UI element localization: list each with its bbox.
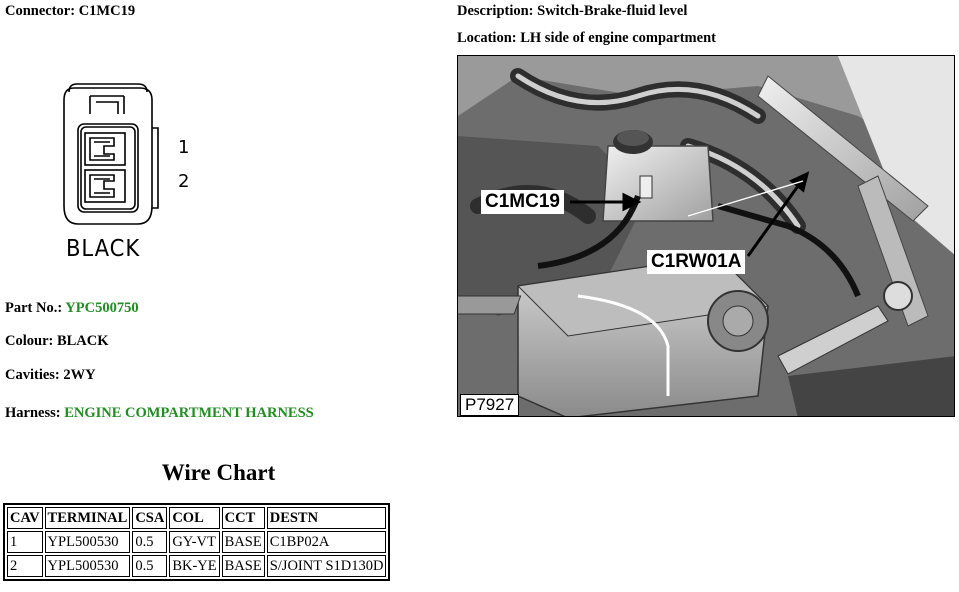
table-row <box>7 531 386 553</box>
cell-col: GY-VT <box>169 531 219 553</box>
cell-csa: 0.5 <box>132 531 167 553</box>
cavities <box>5 367 96 384</box>
column-header-terminal: TERMINAL <box>45 507 131 529</box>
description-value: Switch-Brake-fluid level <box>537 3 688 19</box>
part-number-label: Part No.: <box>5 300 63 316</box>
figure-id: P7927 <box>460 394 519 416</box>
callout-c1rw01a: C1RW01A <box>647 250 745 274</box>
column-header-cav: CAV <box>7 507 43 529</box>
cell-csa: 0.5 <box>132 555 167 577</box>
harness-label: Harness: <box>5 405 61 421</box>
cell-terminal: YPL500530 <box>45 555 131 577</box>
location <box>457 30 716 47</box>
cell-destn: S/JOINT S1D130D <box>267 555 387 577</box>
column-header-cct: CCT <box>222 507 265 529</box>
cavities-value: 2WY <box>63 367 96 383</box>
connector-label: Connector: <box>5 3 76 19</box>
wire-chart-title: Wire Chart <box>161 460 276 485</box>
engine-compartment-image <box>457 55 955 417</box>
connector-color-caption: BLACK <box>66 236 141 262</box>
connector-code: C1MC19 <box>78 3 136 19</box>
harness-link[interactable]: ENGINE COMPARTMENT HARNESS <box>64 405 314 421</box>
cell-cav: 1 <box>7 531 43 553</box>
cell-cct: BASE <box>222 555 265 577</box>
table-row <box>7 555 386 577</box>
colour-label: Colour: <box>5 333 54 349</box>
description-label: Description: <box>457 3 534 19</box>
description <box>457 3 687 20</box>
callout-c1mc19: C1MC19 <box>481 190 564 214</box>
location-label: Location: <box>457 30 517 46</box>
harness <box>5 405 314 422</box>
column-header-destn: DESTN <box>267 507 387 529</box>
cell-col: BK-YE <box>169 555 219 577</box>
cell-terminal: YPL500530 <box>45 531 131 553</box>
part-number-link[interactable]: YPC500750 <box>65 300 139 316</box>
connector-title <box>5 3 135 20</box>
engine-compartment-illustration <box>458 56 955 417</box>
cell-cct: BASE <box>222 531 265 553</box>
colour <box>5 333 109 350</box>
column-header-csa: CSA <box>132 507 167 529</box>
cavities-label: Cavities: <box>5 367 60 383</box>
pin-2-label: 2 <box>178 171 190 192</box>
wire-chart-table <box>3 503 390 581</box>
column-header-col: COL <box>169 507 219 529</box>
cell-destn: C1BP02A <box>267 531 387 553</box>
table-header-row <box>7 507 386 529</box>
pin-1-label: 1 <box>178 137 190 158</box>
colour-value: BLACK <box>56 333 109 349</box>
location-value: LH side of engine compartment <box>520 30 716 46</box>
part-number <box>5 300 139 317</box>
cell-cav: 2 <box>7 555 43 577</box>
